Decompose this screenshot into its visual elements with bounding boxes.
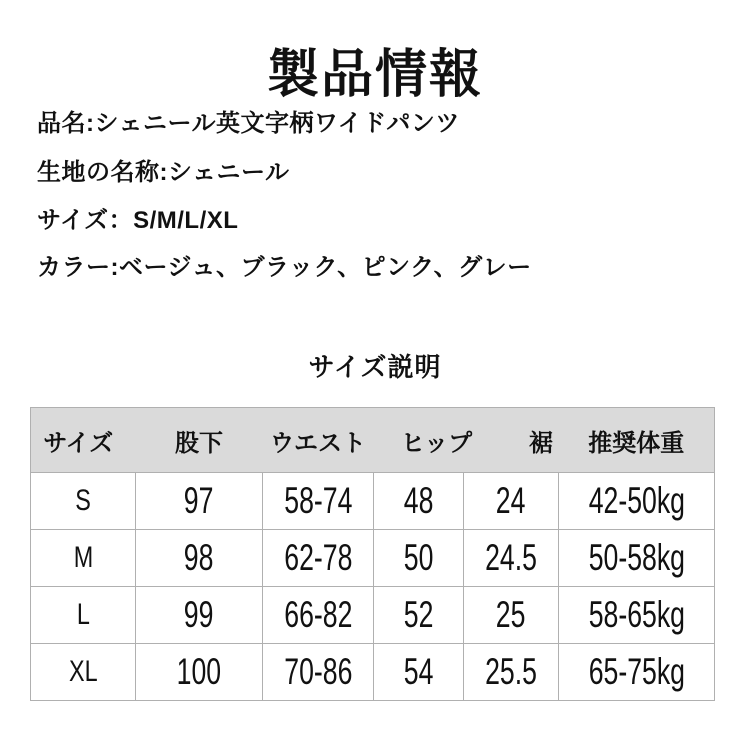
row-l-weight-value: 58-65kg — [588, 594, 685, 635]
row-l-inseam-cell — [136, 587, 263, 644]
row-xl-hip-cell — [374, 644, 464, 701]
size-row-xl — [31, 644, 715, 701]
row-l-size-value: L — [76, 598, 90, 631]
weight-column-header — [559, 408, 715, 473]
page-title: 製品情報 — [266, 45, 483, 104]
row-xl-waist-value: 70-86 — [283, 651, 353, 692]
row-xl-inseam-cell — [136, 644, 263, 701]
weight-column-header-label: 推奨体重 — [588, 429, 685, 457]
color-options-line: カラー:ベージュ、ブラック、ピンク、グレー — [37, 254, 532, 281]
hem-column-header-label: 裾 — [529, 429, 553, 457]
row-l-hip-value: 52 — [403, 594, 434, 635]
size-row-l — [31, 587, 715, 644]
row-s-hip-cell — [374, 473, 464, 530]
row-s-inseam-value: 97 — [184, 480, 214, 521]
size-row-s — [31, 473, 715, 530]
hem-column-header — [464, 408, 559, 473]
waist-column-header-label: ウエスト — [270, 429, 366, 457]
row-m-waist-value: 62-78 — [283, 537, 353, 578]
size-column-header — [31, 408, 136, 473]
row-l-hem-value: 25 — [496, 594, 526, 635]
row-l-hem-cell — [464, 587, 559, 644]
row-xl-size-cell — [31, 644, 136, 701]
row-s-hem-value: 24 — [496, 480, 526, 521]
row-m-weight-value: 50-58kg — [588, 537, 685, 578]
row-l-hip-cell — [374, 587, 464, 644]
inseam-column-header — [136, 408, 263, 473]
size-column-header-label: サイズ — [43, 429, 114, 457]
size-options-line: サイズ：S/M/L/XL — [37, 207, 239, 234]
row-l-waist-value: 66-82 — [283, 594, 353, 635]
row-m-size-cell — [31, 530, 136, 587]
section-title: サイズ説明 — [308, 351, 442, 382]
row-s-weight-cell — [559, 473, 715, 530]
row-m-hip-value: 50 — [403, 537, 434, 578]
row-s-waist-value: 58-74 — [283, 480, 353, 521]
row-xl-hip-value: 54 — [403, 651, 434, 692]
row-s-hip-value: 48 — [403, 480, 434, 521]
row-xl-inseam-value: 100 — [176, 651, 222, 692]
size-table — [30, 407, 715, 701]
row-l-weight-cell — [559, 587, 715, 644]
row-s-weight-value: 42-50kg — [588, 480, 685, 521]
row-xl-hem-value: 25.5 — [485, 651, 537, 692]
row-s-inseam-cell — [136, 473, 263, 530]
row-s-size-value: S — [75, 484, 91, 517]
fabric-name-line: 生地の名称:シェニール — [37, 159, 290, 186]
row-s-hem-cell — [464, 473, 559, 530]
size-row-m — [31, 530, 715, 587]
row-s-waist-cell — [263, 473, 374, 530]
row-m-hip-cell — [374, 530, 464, 587]
row-m-size-value: M — [73, 541, 93, 574]
size-table-header-row — [31, 408, 715, 473]
row-l-size-cell — [31, 587, 136, 644]
hip-column-header-label: ヒップ — [400, 429, 473, 457]
row-xl-hem-cell — [464, 644, 559, 701]
row-xl-waist-cell — [263, 644, 374, 701]
row-m-inseam-value: 98 — [184, 537, 214, 578]
row-l-inseam-value: 99 — [184, 594, 214, 635]
row-m-hem-cell — [464, 530, 559, 587]
row-m-waist-cell — [263, 530, 374, 587]
row-m-inseam-cell — [136, 530, 263, 587]
row-xl-weight-value: 65-75kg — [588, 651, 685, 692]
row-m-hem-value: 24.5 — [485, 537, 537, 578]
waist-column-header — [263, 408, 374, 473]
inseam-column-header-label: 股下 — [175, 429, 223, 457]
row-xl-size-value: XL — [68, 655, 98, 688]
product-name-line: 品名:シェニール英文字柄ワイドパンツ — [37, 110, 460, 137]
hip-column-header — [374, 408, 473, 473]
row-l-waist-cell — [263, 587, 374, 644]
row-m-weight-cell — [559, 530, 715, 587]
row-xl-weight-cell — [559, 644, 715, 701]
row-s-size-cell — [31, 473, 136, 530]
